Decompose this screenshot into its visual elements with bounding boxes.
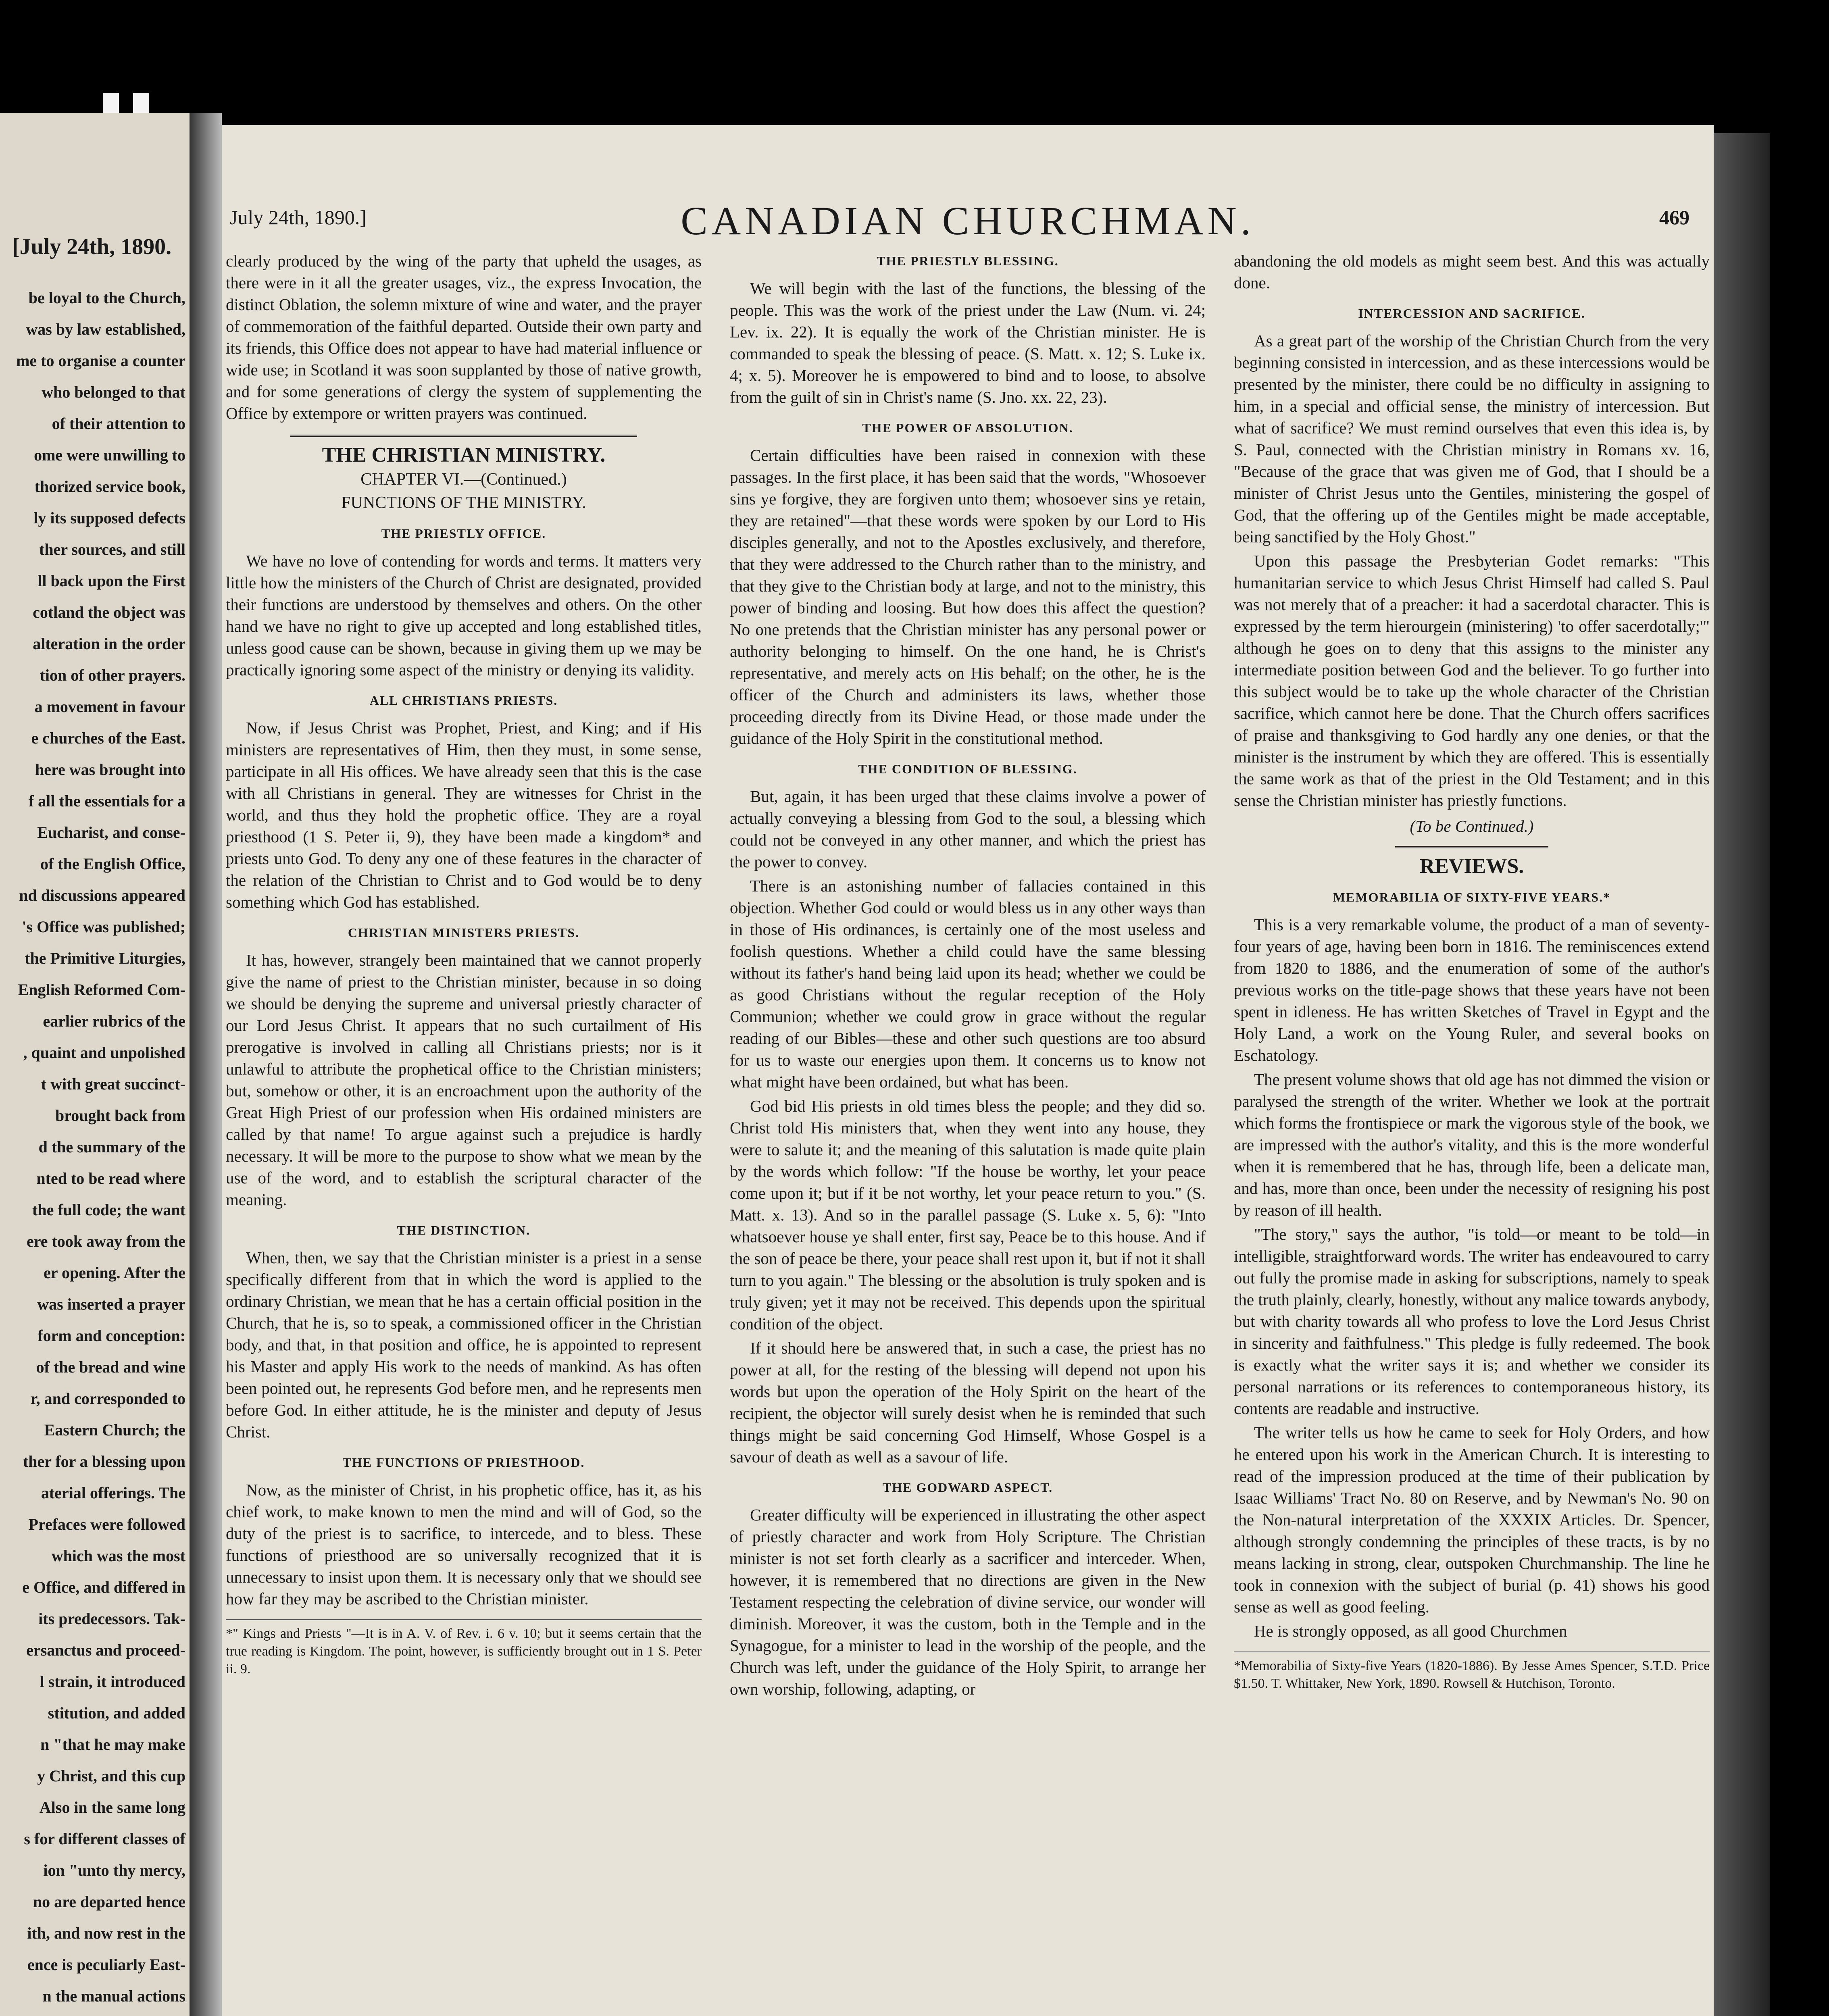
left-page-line: ll back upon the First [37, 572, 185, 590]
paragraph: Now, if Jesus Christ was Prophet, Priest, and King; and if His ministers are representatives of Him, then they must, in some sense, participate in all His offices. We have already seen that this is the case with all Christians in general. They are witnesses for Christ in the world, and thus they hold the prophetic office. They are a royal priesthood (1 S. Peter ii, 9), they have been made a kingdom* and priests unto God. To deny any one of these features in the character of the relation of the Christian to Christ and to God would be to deny something which God has established. [226, 719, 702, 911]
left-page-line: s for different classes of [24, 1830, 185, 1848]
paragraph: The writer tells us how he came to seek for Holy Orders, and how he entered upon his work in the American Church. It is interesting to read of the impression produced at the time of their publication by Isaac Williams' Tract No. 80 on Reserve, and by Newman's No. 90 on the Non-natural interpretation of the XXXIX Articles. Dr. Spencer, although strongly condemning the principles of these tracts, is by no means lacking in strong, clear, outspoken Churchmanship. The line he took in connexion with the subject of burial (p. 41) shows his good sense as well as good feeling. [1234, 1423, 1710, 1616]
newspaper-page [222, 125, 1714, 2016]
left-page-line: its predecessors. Tak- [38, 1610, 185, 1628]
left-page-line: here was brought into [35, 760, 185, 779]
left-page-line: Eucharist, and conse- [37, 823, 185, 841]
page-header [222, 194, 1714, 243]
left-page-text [0, 282, 190, 2016]
left-page-line: er opening. After the [44, 1264, 185, 1282]
reviews-title: REVIEWS. [1419, 855, 1524, 878]
left-page-line: no are departed hence [33, 1893, 185, 1911]
section-heading: ALL CHRISTIANS PRIESTS. [369, 693, 558, 708]
left-page-line: Eastern Church; the [44, 1421, 185, 1439]
left-page-line: aterial offerings. The [41, 1484, 185, 1502]
left-page-header: [July 24th, 1890. [12, 234, 172, 259]
paragraph: There is an astonishing number of fallacies contained in this objection. Whether God could or would bless us in any other ways than in those of His ordinances, is certainly one of the most useless and foolish questions. Whether a child could have the same blessing without its father's hand being laid upon its head; whether we could be as good Christians without the regular reception of the Holy Communion; whether we could grow in grace without the regular reading of our Bibles—these and other such questions are too absurd for us to waste our energies upon them. It concerns us to know not what might have been ordained, but what has been. [730, 877, 1206, 1091]
left-page-line: ther for a blessing upon [23, 1452, 185, 1470]
left-page-line: was inserted a prayer [37, 1295, 185, 1313]
left-page-line: cotland the object was [33, 603, 185, 621]
left-page-line: ly its supposed defects [33, 509, 185, 527]
left-page-line: e churches of the East. [31, 729, 185, 747]
left-page-line: nd discussions appeared [19, 886, 185, 904]
left-page-line: ther sources, and still [39, 540, 185, 558]
column-1 [226, 250, 702, 1678]
paragraph: clearly produced by the wing of the party that upheld the usages, as there were in it all the greater usages, viz., the express Invocation, the distinct Oblation, the solemn mixture of wine and water, and the prayer of commemoration of the faithful departed. Outside their own party and its friends, this Office does not appear to have had material influence or wide use; in Scotland it was soon supplanted by those of native growth, and for some generations of clergy the system of supplementing the Office by extempore or written prayers was continued. [226, 252, 702, 423]
footnote: *" Kings and Priests "—It is in A. V. of Rev. i. 6 v. 10; but it seems certain that the true reading is Kingdom. The point, however, is sufficiently brought out in 1 S. Peter ii. 9. [226, 1619, 702, 1678]
section-heading: THE GODWARD ASPECT. [882, 1480, 1053, 1495]
section-subtitle: FUNCTIONS OF THE MINISTRY. [341, 494, 586, 512]
paragraph: This is a very remarkable volume, the product of a man of seventy-four years of age, having been born in 1816. The reminiscences extend from 1820 to 1886, and the enumeration of some of the author's previous works on the title-page shows that these years have not been spent in idleness. He has written Sketches of Travel in Egypt and the Holy Land, a work on the Young Ruler, and several books on Eschatology. [1234, 915, 1710, 1064]
left-page-line: f all the essentials for a [28, 792, 185, 810]
left-page-line: who belonged to that [42, 383, 185, 401]
left-page-line: l strain, it introduced [40, 1672, 185, 1691]
masthead-title: CANADIAN CHURCHMAN. [681, 198, 1255, 243]
left-page-line: Prefaces were followed [28, 1515, 185, 1533]
paragraph: When, then, we say that the Christian minister is a priest in a sense specifically different from that in which the word is applied to the ordinary Christian, we mean that he has a certain official position in the Church, that he is, so to speak, a commissioned officer in the Christian body, and that, in that position and office, he is appointed to represent his Master and apply His work to the needs of mankind. As has often been pointed out, he represents God before men, and he represents men before God. In either attitude, he is the minister and deputy of Jesus Christ. [226, 1248, 702, 1441]
left-page-line: , quaint and unpolished [23, 1043, 185, 1062]
page-edge [1714, 133, 1770, 2016]
left-page-line: of their attention to [52, 414, 185, 433]
left-page-line: alteration in the order [33, 635, 185, 653]
left-page-line: English Reformed Com- [18, 981, 185, 999]
divider [1395, 846, 1548, 848]
footnote: *Memorabilia of Sixty-five Years (1820-1886). By Jesse Ames Spencer, S.T.D. Price $1.50. T. Whittaker, New York, 1890. Rowsell & Hutchison, Toronto. [1234, 1652, 1710, 1693]
left-page-line: n the manual actions [42, 1987, 185, 2005]
left-page-line: which was the most [51, 1547, 185, 1565]
paragraph: If it should here be answered that, in such a case, the priest has no power at all, for the resting of the blessing will depend not upon his words but upon the operation of the Holy Spirit on the heart of the recipient, the objector will surely desist when he is reminded that such things might be said concerning God Himself, Whose Gospel is a savour of death as well as a savour of life. [730, 1339, 1206, 1466]
left-page-line: ome were unwilling to [34, 446, 185, 464]
left-page-line: of the bread and wine [36, 1358, 185, 1376]
section-heading: THE DISTINCTION. [397, 1223, 531, 1237]
left-page-line: thorized service book, [34, 477, 185, 496]
left-page-line: ith, and now rest in the [27, 1924, 185, 1942]
paragraph: Upon this passage the Presbyterian Godet remarks: "This humanitarian service to which Jesus Christ Himself had called S. Paul was not merely that of a preacher: it had a sacerdotal character. This is expressed by the term hierourgein (ministering) 'to offer sacerdotally;'" although he goes on to deny that this assigns to the minister any intermediate position between God and the believer. To go further into this subject would be to take up the whole character of the Christian sacrifice, which cannot here be done. That the Church offers sacrifices of praise and thanksgiving to God hardly any one denies, or that the minister is the instrument by which they are offered. This is essentially the same work as that of the priest in the Old Testament; and in this sense the Christian minister has priestly functions. [1234, 552, 1710, 810]
paragraph: abandoning the old models as might seem best. And this was actually done. [1234, 252, 1710, 292]
divider [290, 435, 637, 437]
left-page-line: stitution, and added [48, 1704, 185, 1722]
left-facing-page [0, 113, 190, 2016]
left-page-line: form and conception: [37, 1327, 185, 1345]
left-page-line: n "that he may make [40, 1735, 185, 1754]
left-page-line: r, and corresponded to [30, 1389, 185, 1408]
book-gutter [190, 113, 222, 2016]
left-page-line [0, 2012, 190, 2016]
left-page-line: ence is peculiarly East- [27, 1956, 185, 1974]
paragraph: Greater difficulty will be experienced in illustrating the other aspect of priestly character and work from Holy Scripture. The Christian minister is not set forth clearly as a sacrificer and interceder. When, however, it is remembered that no directions are given in the New Testament respecting the celebration of divine service, our wonder will diminish. Moreover, it was the custom, both in the Temple and in the Synagogue, for a minister to lead in the worship of the people, and the Church was left, under the guidance of the Holy Spirit, to arrange her own worship, following, adapting, or [730, 1506, 1206, 1698]
left-page-line: ere took away from the [27, 1232, 185, 1250]
page-number: 469 [1659, 206, 1689, 229]
left-page-line: t with great succinct- [41, 1075, 185, 1093]
paragraph: The present volume shows that old age has not dimmed the vision or paralysed the strength of the writer. Whether we look at the portrait which forms the frontispiece or mark the vigorous style of the book, we are impressed with the author's vitality, and this is the more wonderful when it is remembered that he has, through life, been a delicate man, and has, more than once, been under the necessity of resigning his post by reason of ill health. [1234, 1070, 1710, 1219]
paragraph: Certain difficulties have been raised in connexion with these passages. In the first place, it has been said that the words, "Whosoever sins ye forgive, they are forgiven unto them; whosoever sins ye retain, they are retained"—that these words were spoken by our Lord to His disciples generally, and not to the Apostles exclusively, and therefore, that they were addressed to the Church rather than to the ministry, and that they give to the Christian body at large, and not to the ministry, this power of binding and loosing. But how does this affect the question? No one pretends that the Christian minister has any personal power or authority belonging to himself. On the one hand, he is Christ's representative, and merely acts on His behalf; on the other, he is the officer of the Church and administers its laws, whether those proceeding directly from its Divine Head, or those made under the guidance of the Holy Spirit in the constitutional method. [730, 446, 1206, 748]
left-page-line: a movement in favour [34, 698, 185, 716]
left-page-line: e Office, and differed in [22, 1578, 185, 1596]
left-page-line: the full code; the want [32, 1201, 185, 1219]
left-page-line: of the English Office, [40, 855, 185, 873]
paragraph: God bid His priests in old times bless the people; and they did so. Christ told His ministers that, when they went into any house, they were to salute it; and the meaning of this salutation is made quite plain by the words which follow: "If the house be worthy, let your peace come upon it; but if it be not worthy, let your peace return to you." (S. Matt. x. 13). And so in the parallel passage (S. Luke x. 5, 6): "Into whatsoever house ye shall enter, first say, Peace be to this house. And if the son of peace be there, your peace shall rest upon it, but if not it shall turn to you again." The blessing or the absolution is truly spoken and is truly given; yet it may not be received. This depends upon the spiritual condition of the object. [730, 1097, 1206, 1333]
left-page-line: the Primitive Liturgies, [25, 949, 185, 967]
section-heading: MEMORABILIA OF SIXTY-FIVE YEARS.* [1333, 890, 1611, 904]
chapter-heading: CHAPTER VI.—(Continued.) [360, 470, 567, 489]
paragraph: But, again, it has been urged that these claims involve a power of actually conveying a blessing from God to the soul, a blessing which could not be conveyed in any other manner, and which the priest has the power to convey. [730, 787, 1206, 871]
left-page-line: brought back from [55, 1106, 185, 1125]
paragraph: We have no love of contending for words and terms. It matters very little how the ministers of the Church of Christ are designated, provided their functions are understood by themselves and others. On the other hand we have no right to give up accepted and long established titles, unless good cause can be shown, because in giving them up we may be practically ignoring some aspect of the ministry or denying its validity. [226, 552, 702, 679]
section-heading: THE CONDITION OF BLESSING. [858, 762, 1077, 776]
section-heading: THE POWER OF ABSOLUTION. [862, 421, 1073, 435]
left-page-line: was by law established, [26, 320, 185, 338]
paragraph: We will begin with the last of the functions, the blessing of the people. This was the work of the priest under the Law (Num. vi. 24; Lev. ix. 22). It is equally the work of the Christian minister. He is commanded to speak the blessing of peace. (S. Matt. x. 12; S. Luke ix. 4; x. 5). Moreover he is empowered to bind and to loose, to absolve from the guilt of sin in Christ's name (S. Jno. xx. 22, 23). [730, 279, 1206, 406]
section-heading: THE FUNCTIONS OF PRIESTHOOD. [342, 1455, 585, 1470]
paragraph: As a great part of the worship of the Christian Church from the very beginning consisted in intercession, and as these intercessions would be presented by the minister, there could be no difficulty in assigning to him, in a special and official sense, the ministry of intercession. But what of sacrifice? We must remind ourselves that even this idea is, by S. Paul, connected with the Christian ministry in Romans xv. 16, "Because of the grace that was given me of God, that I should be a minister of Christ Jesus unto the Gentiles, ministering the gospel of God, that the offering up of the Gentiles might be made acceptable, being sanctified by the Holy Ghost." [1234, 331, 1710, 546]
left-page-line: y Christ, and this cup [37, 1767, 185, 1785]
paragraph: It has, however, strangely been maintained that we cannot properly give the name of priest to the Christian minister, because in so doing we should be denying the supreme and universal priestly character of our Lord Jesus Christ. It appears that no such curtailment of His prerogative is involved in calling all Christians priests; nor is it unlawful to attribute the prophetical office to the Christian ministers; but, somehow or other, it is an encroachment upon the authority of the Great High Priest of our profession when His ordained ministers are called by that name! To argue against such a prejudice is hardly necessary. It will be more to the purpose to show what we mean by the use of the word, and to establish the scriptural character of the meaning. [226, 951, 702, 1209]
section-heading: THE PRIESTLY BLESSING. [877, 254, 1059, 268]
paragraph: "The story," says the author, "is told—or meant to be told—in intelligible, straightforward words. The writer has endeavoured to carry out fully the promise made in asking for subscriptions, namely to speak the truth plainly, clearly, honestly, without any malice towards anybody, but with charity towards all who profess to love the Lord Jesus Christ in sincerity and faithfulness." This pledge is fully redeemed. The book is exactly what the writer says it is; and whether we consider its personal narrations or its references to contemporaneous history, its contents are readable and instructive. [1234, 1225, 1710, 1418]
left-page-line: 's Office was published; [22, 918, 185, 936]
left-page-line: ion "unto thy mercy, [43, 1861, 185, 1879]
left-page-line: nted to be read where [36, 1169, 185, 1187]
paragraph: Now, as the minister of Christ, in his prophetic office, has it, as his chief work, to make known to men the mind and will of God, so the duty of the priest is to sacrifice, to intercede, and to bless. These functions of priesthood are so universally recognized that it is unnecessary to insist upon them. It is necessary only that we should see how far they may be ascribed to the Christian minister. [226, 1481, 702, 1608]
left-page-line: be loyal to the Church, [28, 289, 185, 307]
to-be-continued: (To be Continued.) [1410, 817, 1534, 835]
column-3 [1234, 250, 1710, 1693]
article-title: THE CHRISTIAN MINISTRY. [322, 444, 606, 467]
section-heading: INTERCESSION AND SACRIFICE. [1358, 306, 1585, 321]
section-heading: CHRISTIAN MINISTERS PRIESTS. [348, 925, 580, 940]
paragraph: He is strongly opposed, as all good Churchmen [1254, 1622, 1567, 1640]
left-page-line: me to organise a counter [16, 352, 185, 370]
column-2 [730, 250, 1206, 1702]
left-page-line: earlier rubrics of the [43, 1012, 185, 1030]
left-page-line: Also in the same long [39, 1798, 185, 1816]
left-page-line: tion of other prayers. [40, 666, 185, 684]
header-date: July 24th, 1890.] [230, 206, 367, 229]
section-heading: THE PRIESTLY OFFICE. [381, 526, 546, 541]
left-page-line: d the summary of the [38, 1138, 185, 1156]
left-page-line: ersanctus and proceed- [26, 1641, 185, 1659]
